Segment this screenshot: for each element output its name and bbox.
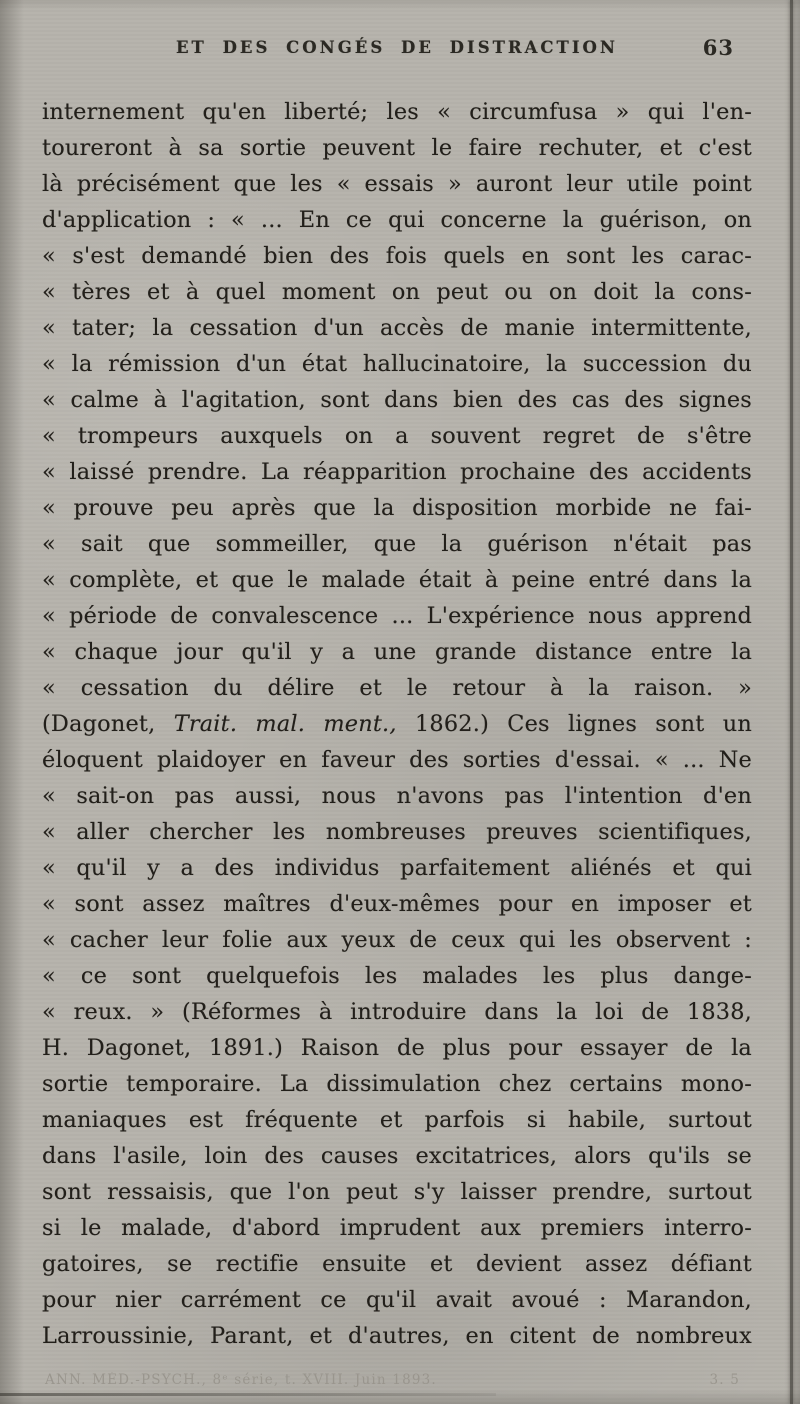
text-line: gatoires, se rectifie ensuite et devient assez défiant xyxy=(42,1251,752,1277)
scan-edge-top xyxy=(0,0,800,10)
scan-edge-bottom-shade xyxy=(0,1390,800,1404)
text-line: « aller chercher les nombreuses preuves scientifiques, xyxy=(42,819,752,845)
page-footer xyxy=(45,1372,740,1388)
text-line: si le malade, d'abord imprudent aux premiers interro- xyxy=(42,1215,752,1241)
scan-edge-right-line xyxy=(790,0,793,1404)
text-line: sortie temporaire. La dissimulation chez certains mono- xyxy=(42,1071,752,1097)
text-line: « tères et à quel moment on peut ou on doit la cons- xyxy=(42,279,752,305)
text-line: sont ressaisis, que l'on peut s'y laisser prendre, surtout xyxy=(42,1179,752,1205)
text-line: « sont assez maîtres d'eux-mêmes pour en imposer et xyxy=(42,891,752,917)
text-line: d'application : « ... En ce qui concerne la guérison, on xyxy=(42,207,752,233)
text-line: H. Dagonet, 1891.) Raison de plus pour essayer de la xyxy=(42,1035,752,1061)
text-line: « tater; la cessation d'un accès de manie intermittente, xyxy=(42,315,752,341)
text-line: « sait-on pas aussi, nous n'avons pas l'intention d'en xyxy=(42,783,752,809)
footer-signature: 3. 5 xyxy=(709,1372,740,1388)
text-line: dans l'asile, loin des causes excitatrices, alors qu'ils se xyxy=(42,1143,752,1169)
text-line: « chaque jour qu'il y a une grande distance entre la xyxy=(42,639,752,665)
text-line: maniaques est fréquente et parfois si habile, surtout xyxy=(42,1107,752,1133)
book-page xyxy=(42,35,752,1354)
text-line: « calme à l'agitation, sont dans bien des cas des signes xyxy=(42,387,752,413)
page-number: 63 xyxy=(702,35,734,60)
text-line: « période de convalescence ... L'expérience nous apprend xyxy=(42,603,752,629)
text-line: internement qu'en liberté; les « circumfusa » qui l'en- xyxy=(42,99,752,125)
text-line: toureront à sa sortie peuvent le faire rechuter, et c'est xyxy=(42,135,752,161)
text-line: « qu'il y a des individus parfaitement aliénés et qui xyxy=(42,855,752,881)
scan-edge-right-shade xyxy=(784,0,800,1404)
text-line: « cacher leur folie aux yeux de ceux qui les observent : xyxy=(42,927,752,953)
text-line: « trompeurs auxquels on a souvent regret de s'être xyxy=(42,423,752,449)
text-line: « reux. » (Réformes à introduire dans la loi de 1838, xyxy=(42,999,752,1025)
text-line: là précisément que les « essais » auront leur utile point xyxy=(42,171,752,197)
text-line: Larroussinie, Parant, et d'autres, en citent de nombreux xyxy=(42,1323,752,1349)
text-line: « laissé prendre. La réapparition prochaine des accidents xyxy=(42,459,752,485)
text-line: « s'est demandé bien des fois quels en sont les carac- xyxy=(42,243,752,269)
text-line: « prouve peu après que la disposition morbide ne fai- xyxy=(42,495,752,521)
text-line: éloquent plaidoyer en faveur des sorties d'essai. « ... Ne xyxy=(42,747,752,773)
text-line: (Dagonet, Trait. mal. ment., 1862.) Ces lignes sont un xyxy=(42,711,752,737)
text-line: « cessation du délire et le retour à la raison. » xyxy=(42,675,752,701)
scan-edge-left xyxy=(0,0,24,1404)
text-line: « sait que sommeiller, que la guérison n'était pas xyxy=(42,531,752,557)
running-title: ET DES CONGÉS DE DISTRACTION xyxy=(175,38,618,57)
text-line: « la rémission d'un état hallucinatoire, la succession du xyxy=(42,351,752,377)
text-line: pour nier carrément ce qu'il avait avoué : Marandon, xyxy=(42,1287,752,1313)
scan-edge-bottom-line xyxy=(0,1393,496,1396)
page-header xyxy=(42,35,752,70)
text-line: « ce sont quelquefois les malades les plus dange- xyxy=(42,963,752,989)
text-line: « complète, et que le malade était à peine entré dans la xyxy=(42,567,752,593)
text-block xyxy=(42,94,752,1354)
footer-citation: ANN. MÉD.-PSYCH., 8ᵉ série, t. XVIII. Juin 1893. xyxy=(45,1372,437,1388)
